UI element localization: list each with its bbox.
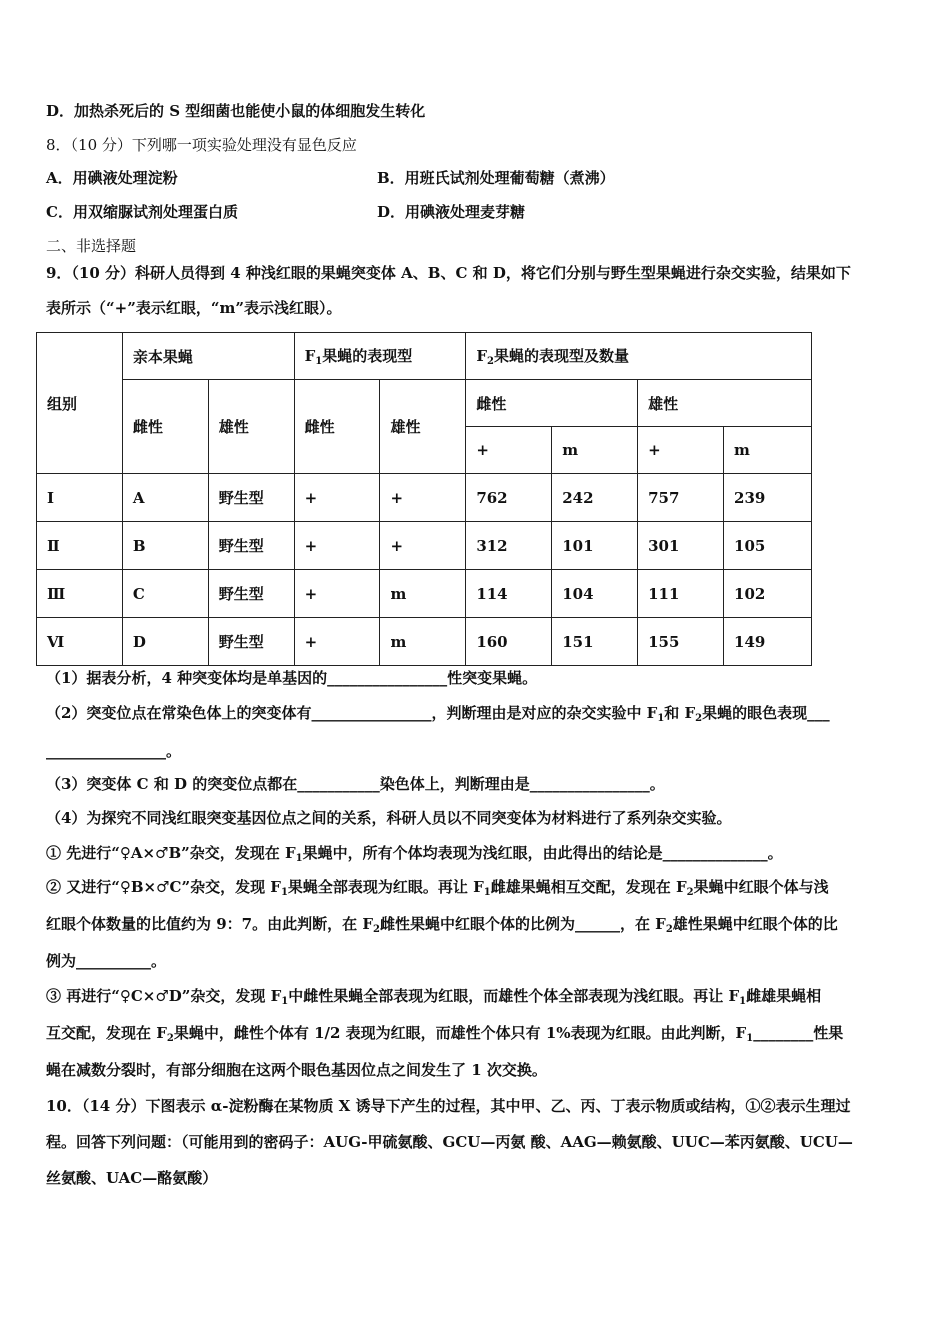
header-f2-male-plus: + <box>638 427 724 474</box>
table-cell: + <box>380 522 466 570</box>
table-cell: 野生型 <box>208 474 294 522</box>
q9-part4-item1: ① 先进行“♀A×♂B”杂交，发现在 $F_1$果蝇中，所有个体均表现为浅红眼，由此得出的结论是______________。 <box>46 844 783 864</box>
q10-line3: 丝氨酸、UAC—酪氨酸） <box>46 1169 218 1187</box>
q8-option-b: B．用班氏试剂处理葡萄糖（煮沸） <box>377 169 615 187</box>
q9-part4-item2-line2: 红眼个体数量的比值约为 9：7。由此判断，在 $F_2$雌性果蝇中红眼个体的比例为______，在 $F_2$雄性果蝇中红眼个体的比 <box>46 915 838 935</box>
header-f2-female-m: m <box>552 427 638 474</box>
table-cell: 149 <box>724 618 812 666</box>
q10-line2: 程。回答下列问题：（可能用到的密码子：AUG-甲硫氨酸、GCU—丙氨 酸、AAG—赖氨酸、UUC—苯丙氨酸、UCU— <box>46 1133 853 1151</box>
table-cell: 111 <box>638 570 724 618</box>
q10-line1: 10．（14 分）下图表示 α-淀粉酶在某物质 X 诱导下产生的过程，其中甲、乙、丙、丁表示物质或结构，①②表示生理过 <box>46 1097 851 1115</box>
header-f2-male: 雄性 <box>638 380 812 427</box>
table-cell: + <box>294 522 380 570</box>
table-cell: Ⅵ <box>37 618 123 666</box>
q9-part4-item3-line2: 互交配，发现在 $F_2$果蝇中，雌性个体有 1/2 表现为红眼，而雄性个体只有 1%表现为红眼。由此判断，$F_1\_\_\_\_\_\_\_\_$性果 <box>46 1024 844 1044</box>
header-f2: $F_2$果蝇的表现型及数量 <box>466 333 812 380</box>
table-cell: 101 <box>552 522 638 570</box>
table-cell: C <box>122 570 208 618</box>
q8-stem: 8．（10 分）下列哪一项实验处理没有显色反应 <box>46 136 357 154</box>
table-cell: 野生型 <box>208 618 294 666</box>
q9-part4-item3-line3: 蝇在减数分裂时，有部分细胞在这两个眼色基因位点之间发生了 1 次交换。 <box>46 1061 547 1079</box>
q7-option-d: D．加热杀死后的 S 型细菌也能使小鼠的体细胞发生转化 <box>46 102 426 120</box>
header-f2-female-plus: + <box>466 427 552 474</box>
table-cell: Ⅰ <box>37 474 123 522</box>
table-cell: 239 <box>724 474 812 522</box>
q8-option-d: D．用碘液处理麦芽糖 <box>377 203 526 221</box>
q9-part4-item2-line3: 例为__________。 <box>46 952 167 970</box>
table-cell: 104 <box>552 570 638 618</box>
table-cell: Ⅱ <box>37 522 123 570</box>
table-cell: 野生型 <box>208 522 294 570</box>
header-parents: 亲本果蝇 <box>122 333 294 380</box>
header-parent-female: 雌性 <box>122 380 208 474</box>
table-cell: 野生型 <box>208 570 294 618</box>
table-cell: + <box>294 618 380 666</box>
table-cell: 312 <box>466 522 552 570</box>
section-heading: 二、非选择题 <box>46 237 137 255</box>
header-f2-male-m: m <box>724 427 812 474</box>
results-table <box>36 332 812 666</box>
table-row <box>37 618 812 666</box>
q8-option-a: A．用碘液处理淀粉 <box>46 169 178 187</box>
q9-stem-line1: 9．（10 分）科研人员得到 4 种浅红眼的果蝇突变体 A、B、C 和 D，将它们分别与野生型果蝇进行杂交实验，结果如下 <box>46 264 851 282</box>
table-cell: B <box>122 522 208 570</box>
table-cell: D <box>122 618 208 666</box>
header-f2-female: 雌性 <box>466 380 638 427</box>
q9-part2-line2: ________________。 <box>46 742 182 760</box>
q9-part4-item3-line1: ③ 再进行“♀C×♂D”杂交，发现 $F_1$中雌性果蝇全部表现为红眼，而雄性个体全部表现为浅红眼。再让 $F_1$雌雄果蝇相 <box>46 987 822 1007</box>
table-cell: + <box>380 474 466 522</box>
header-f1-male: 雄性 <box>380 380 466 474</box>
table-cell: 114 <box>466 570 552 618</box>
q9-part2-line1: （2）突变位点在常染色体上的突变体有________________，判断理由是对应的杂交实验中 $F_1$和 $F_2$果蝇的眼色表现___ <box>46 704 830 724</box>
q9-part3: （3）突变体 C 和 D 的突变位点都在___________染色体上，判断理由是________________。 <box>46 775 665 793</box>
header-parent-male: 雄性 <box>208 380 294 474</box>
table-cell: 160 <box>466 618 552 666</box>
header-f1-female: 雌性 <box>294 380 380 474</box>
table-cell: 301 <box>638 522 724 570</box>
table-cell: + <box>294 570 380 618</box>
table-cell: 105 <box>724 522 812 570</box>
table-row <box>37 570 812 618</box>
table-cell: + <box>294 474 380 522</box>
table-cell: m <box>380 618 466 666</box>
header-group: 组别 <box>37 333 123 474</box>
table-cell: 102 <box>724 570 812 618</box>
table-cell: Ⅲ <box>37 570 123 618</box>
table-cell: m <box>380 570 466 618</box>
table-cell: 757 <box>638 474 724 522</box>
table-row <box>37 522 812 570</box>
table-row <box>37 474 812 522</box>
q9-stem-line2: 表所示（“+”表示红眼，“m”表示浅红眼）。 <box>46 299 342 317</box>
q8-option-c: C．用双缩脲试剂处理蛋白质 <box>46 203 238 221</box>
header-f1: $F_1$果蝇的表现型 <box>294 333 466 380</box>
q9-part4-item2-line1: ② 又进行“♀B×♂C”杂交，发现 $F_1$果蝇全部表现为红眼。再让 $F_1$雌雄果蝇相互交配，发现在 $F_2$果蝇中红眼个体与浅 <box>46 878 829 898</box>
table-cell: 155 <box>638 618 724 666</box>
q9-part1: （1）据表分析，4 种突变体均是单基因的________________性突变果蝇。 <box>46 669 538 687</box>
table-cell: 242 <box>552 474 638 522</box>
table-cell: A <box>122 474 208 522</box>
table-cell: 151 <box>552 618 638 666</box>
table-cell: 762 <box>466 474 552 522</box>
q9-part4: （4）为探究不同浅红眼突变基因位点之间的关系，科研人员以不同突变体为材料进行了系列杂交实验。 <box>46 809 732 827</box>
